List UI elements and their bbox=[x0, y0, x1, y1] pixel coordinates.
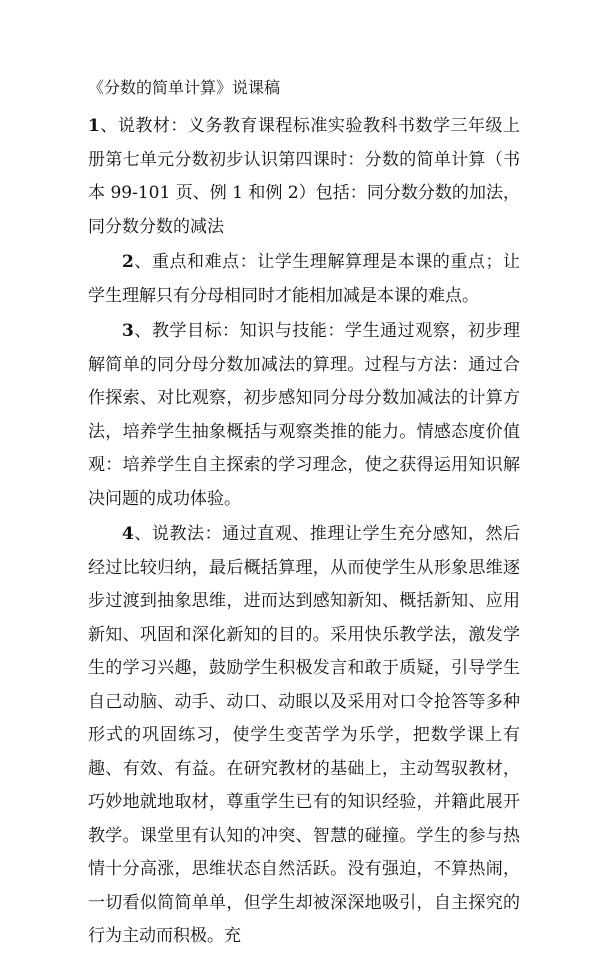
section-number: 1 bbox=[88, 116, 100, 136]
paragraph-key-points bbox=[88, 246, 520, 313]
document-body bbox=[88, 76, 520, 954]
paragraph-teaching-method bbox=[88, 518, 520, 954]
section-number: 4 bbox=[122, 524, 134, 544]
section-number: 2 bbox=[122, 252, 134, 272]
paragraph-text: 、教学目标：知识与技能：学生通过观察，初步理解简单的同分母分数加减法的算理。过程与方法：通过合作探索、对比观察，初步感知同分母分数加减法的计算方法，培养学生抽象概括与观察类推的能力。情感态度价值观：培养学生自主探索的学习理念，使之获得运用知识解决问题的成功体验。 bbox=[88, 321, 520, 509]
paragraph-objectives bbox=[88, 315, 520, 516]
paragraph-textbook bbox=[88, 110, 520, 244]
section-number: 3 bbox=[122, 321, 134, 341]
paragraph-text: 、说教材：义务教育课程标准实验教科书数学三年级上册第七单元分数初步认识第四课时：分数的简单计算（书本 99-101 页、例 1 和例 2）包括：同分数分数的加法，同分数分数的减法 bbox=[88, 116, 520, 237]
paragraph-text: 、重点和难点：让学生理解算理是本课的重点；让学生理解只有分母相同时才能相加减是本课的难点。 bbox=[88, 252, 520, 306]
document-title: 《分数的简单计算》说课稿 bbox=[88, 78, 281, 97]
paragraph-text: 、说教法：通过直观、推理让学生充分感知，然后经过比较归纳，最后概括算理，从而使学生从形象思维逐步过渡到抽象思维，进而达到感知新知、概括新知、应用新知、巩固和深化新知的目的。采用快乐教学法，激发学生的学习兴趣，鼓励学生积极发言和敢于质疑，引导学生自己动脑、动手、动口、动眼以及采用对口令抢答等多种形式的巩固练习，使学生变苦学为乐学，把数学课上有趣、有效、有益。在研究教材的基础上，主动驾驭教材，巧妙地就地取材，尊重学生已有的知识经验，并籍此展开教学。课堂里有认知的冲突、智慧的碰撞。学生的参与热情十分高涨，思维状态自然活跃。没有强迫，不算热闹，一切看似简简单单，但学生却被深深地吸引，自主探究的行为主动而积极。充 bbox=[88, 524, 520, 946]
